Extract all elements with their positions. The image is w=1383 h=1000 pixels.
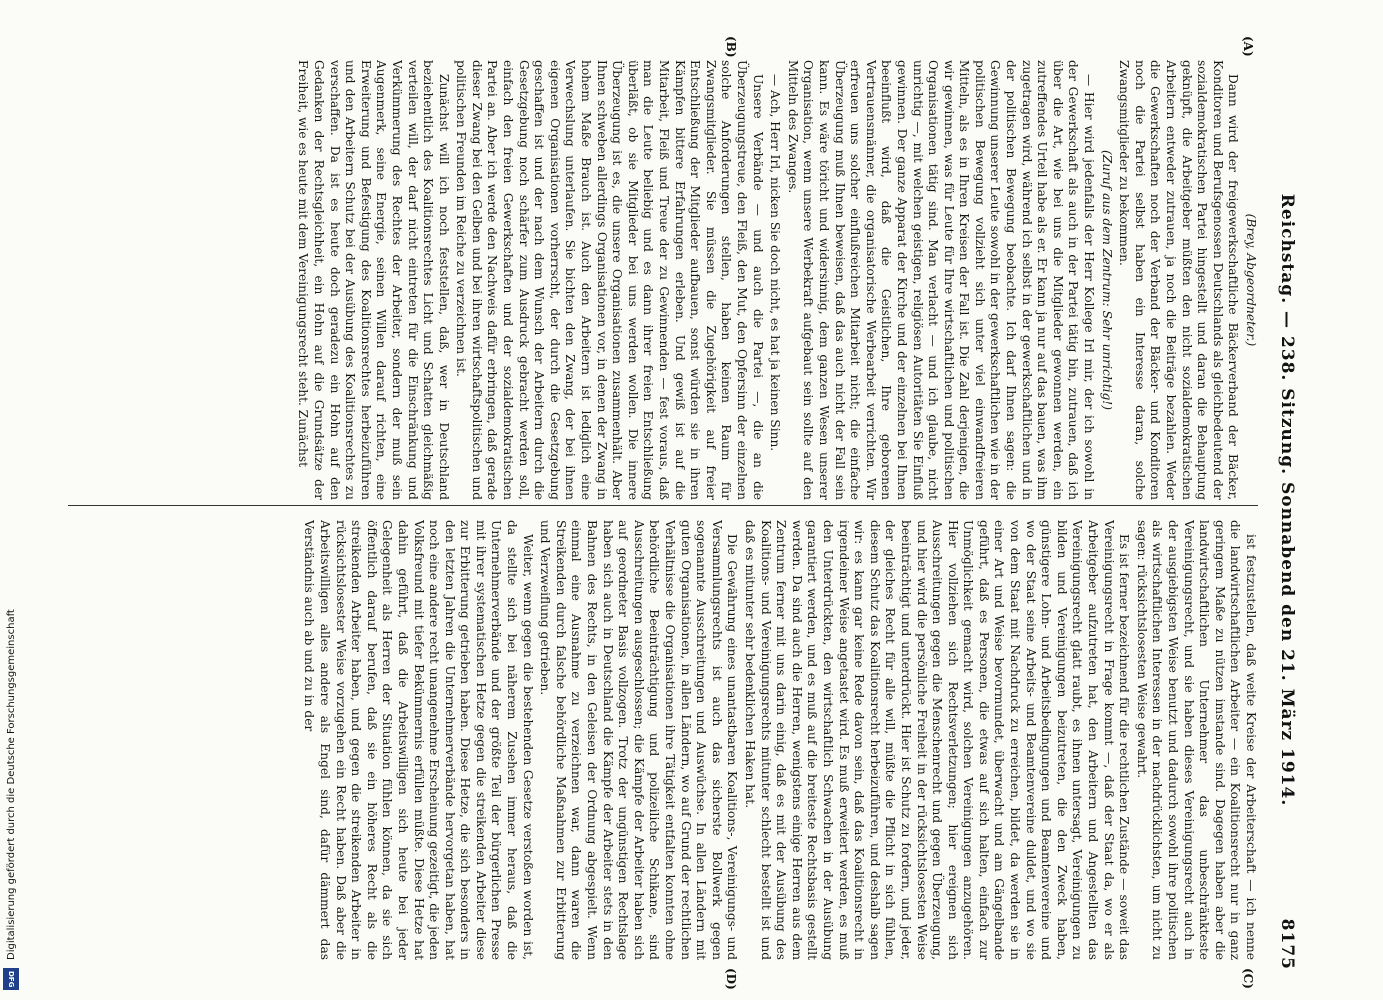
paragraph: Dann wird der freigewerkschaftliche Bäckerverband der Bäcker, Konditoren und Berufsgenossen Deutschlands als gleichbedeutend der sozialdemokratischen Partei hingestellt und daran die Behauptung geknüpft, die Arbeitgeber müßten den nicht sozialdemokratischen Arbeitern entweder zutrauen, ja noch die Beiträge bezahlen. Weder die Gewerkschaften noch der Verband der Bäcker- und Konditoren noch die Partei selbst haben ein Interesse daran, solche Zwangsmitglieder zu bekommen.	[1117, 60, 1241, 500]
interjection: (Zuruf aus dem Zentrum: Sehr unrichtig!)	[1099, 150, 1114, 410]
column-divider	[68, 505, 1258, 506]
paragraph: Es ist ferner bezeichnend für die rechtlichen Zustände — soweit das Vereinigungsrecht in Frage kommt —, daß der Staat da, wo er als Arbeitgeber aufzutreten hat, den Arbeitern und Angestellten das Vereinigungsrecht glatt raubt, es ihnen untersagt, Vereinigungen zu bilden und Vereinigungen beizutreten, die den Zweck haben, günstigere Lohn- und Arbeitsbedingungen und Beamtenvereine und wo der Staat seine Arbeits- und Beamtenvereine duldet, und wo sie von dem Staat mit Nachdruck zu erreichen, bildet, da werden sie in einer Art und Weise bevormundet, überwacht und am Gängelbande geführt, daß es Personen, die etwas auf sich halten, einfach zur Unmöglichkeit gemacht wird, solchen Vereinigungen anzugehören. Hier vollziehen sich Rechtsverletzungen; hier ereignen sich Ausschreitungen gegen die Menschenrecht und gegen Überzeugung, und hier wird die persönliche Freiheit in der rücksichtslosesten Weise beeinträchtigt und unterdrückt. Hier ist Schutz zu fordern, und jeder, der gleiches Recht für alle will, müßte die Pflicht in sich fühlen, diesem Schutz das Koalitionsrecht herbeizuführen, und deshalb sagen wir: es kann gar keine Rede davon sein, daß das Koalitionsrecht in irgendeiner Weise angetastet wird. Es muß erweitert werden, es muß den Unterdrückten, den wirtschaftlich Schwachen in der Ausübung garantiert werden, und es muß auf die breiteste Rechtsbasis gestellt werden. Da sind auch die Herren, wenigstens einige Herren aus dem Zentrum ferner mit uns darin einig, daß es mit der Ausübung des Koalitions- und Vereinigungsrechts mitunter schlecht bestellt ist und daß es mitunter sehr bedenklichen Haken hat.	[743, 520, 1132, 960]
margin-marker-a: (A)	[1241, 36, 1255, 57]
paragraph: Weiter, wenn gegen die bestehenden Gesetze verstoßen worden ist, da stellte sich bei näherem Zusehen immer heraus, daß die Unternehmerverbände und der größte Teil der bürgerlichen Presse mit ihrer systematischen Hetze gegen die streikenden Arbeiter diese zur Erbitterung getrieben haben. Diese Hetze, die sich besonders in den letzten Jahren die Unternehmerverbände hervorgetan haben, hat noch eine andere recht unangenehme Erscheinung gezeitigt, die jeden Volksfreund mit tiefer Bekümmernis erfüllen müßte. Diese Hetze hat dahin geführt, daß die Arbeitswilligen sich heute bei jeder Gelegenheit als Herren der Situation fühlen können, da sie sich öffentlich darauf berufen, daß sie ein höheres Recht als die streikenden Arbeiter haben, und gegen die streikenden Arbeiter in rücksichtslosester Weise vorzugehen ein Recht haben. Daß aber die Arbeitswilligen alles andere als Engel sind, dafür dämmert das Verständnis auch ab und zu in der	[302, 520, 535, 960]
page-header-title: Reichstag. — 238. Sitzung. Sonnabend den 21. März 1914.	[1277, 193, 1297, 807]
margin-marker-b: (B)	[724, 36, 738, 58]
digitization-credit	[0, 0, 22, 1000]
paragraph: — Hier wird jedenfalls der Herr Kollege Irl mir, der ich sowohl in der Gewerkschaft als auch in der Partei tätig bin, zutrauen, daß ich über die Art, wie bei uns die Mitglieder gewonnen werden, ein zutreffendes Urteil habe als er. Er kann ja nur auf das bauen, was ihm zugetragen wird, während ich selbst in der gewerkschaftlichen und in der politischen Bewegung beobachte. Ich darf Ihnen sagen: die Gewinnung unserer Leute sowohl in der gewerkschaftlichen wie in der politischen Bewegung vollzieht sich unter viel einwandfreieren Mitteln, als es in Ihren Kreisen der Fall ist. Die Zahl derjenigen, die wir gewinnen, was für Leute für Ihre wirtschaftlichen und politischen Organisationen tätig sind. Man verlacht — und ich glaube, nicht unrichtig —, mit welchen geistigen, religiösen Autoritäten Sie Einfluß gewinnen. Der ganze Apparat der Kirche und der einzelnen bei Ihnen beeinflußt wird, daß die Geistlichen, Ihre geborenen Vertrauensmänner, die organisatorische Werbearbeit verrichten. Wir erfreuen uns solcher einflußreichen Mitarbeit nicht; die einfache Überzeugung muß Ihnen beweisen, daß das auch nicht der Fall sein kann. Es wäre töricht und widersinnig, dem ganzen Wesen unserer Organisation, wenn unsere Werbekraft aufgebaut sein sollte auf den Mitteln des Zwanges.	[785, 60, 1097, 500]
page-number: 8175	[1277, 918, 1297, 970]
paragraph: Die Gewährung eines unantastbaren Koalitions-, Vereinigungs- und Versammlungsrechts ist auch das sicherste Bollwerk gegen sogenannte Ausschreitungen und Auswüchse. In allen Ländern mit guten Organisationen, in allen Ländern, wo auf Grund der rechtlichen Verhältnisse die Organisationen ihre Tätigkeit entfalten konnten ohne behördliche Beeinträchtigung und polizeiliche Schikane, sind Ausschreitungen ausgeschlossen; die Kämpfe der Arbeiter haben sich auf geordneter Basis vollzogen. Trotz der ungünstigen Rechtslage haben sich auch in Deutschland die Kämpfe der Arbeiter stets in den Bahnen des Rechts, in den Geleisen der Ordnung abgespielt. Wenn einmal eine Ausnahme zu verzeichnen war, dann waren die Streikenden durch falsche behördliche Maßnahmen zur Erbitterung und Verzweiflung getrieben.	[538, 520, 740, 960]
paragraph: ist festzustellen, daß weite Kreise der Arbeiterschaft — ich nenne die landwirtschaftlichen Arbeiter — ein Koalitionsrecht nur in ganz geringem Maße zu nützen imstande sind. Dagegen haben aber die landwirtschaftlichen Unternehmer das unbeschränkteste Vereinigungsrecht, und sie haben dieses Vereinigungsrecht auch in der ausgiebigsten Weise benutzt und dadurch sowohl ihre politischen als wirtschaftlichen Interessen in der nachdrücklichsten, um nicht zu sagen: rücksichtslosesten Weise gewahrt.	[1134, 520, 1258, 960]
paragraph: Zunächst will ich noch feststellen, daß, wer in Deutschland beziehentlich des Koalitionsrechtes Licht und Schatten gleichmäßig verteilen will, der darf nicht eintreten für die Einschränkung und Verkümmerung des Rechtes der Arbeiter, sondern der muß sein Augenmerk, seine Energie, seinen Willen darauf richten, eine Erweiterung und Befestigung des Koalitionsrechtes herbeizuführen und den Arbeitern Schutz bei der Ausübung des Koalitionsrechtes zu verschaffen. Da ist es heute doch geradezu ein Hohn auf den Gedanken der Rechtsgleichheit, ein Hohn auf die Grundsätze der Freiheit, wie es heute mit dem Vereinigungsrecht steht. Zunächst	[296, 60, 451, 500]
speaker-line: (Brey, Abgeordneter.)	[1244, 213, 1258, 347]
credit-text: Digitalisierung gefördert durch die Deutsche Forschungsgemeinschaft	[6, 609, 17, 960]
right-column	[68, 520, 1258, 960]
left-column	[68, 60, 1258, 500]
paragraph: Unsere Verbände — und auch die Partei —, die an die Überzeugungstreue, den Fleiß, den Mut, den Opfersinn der einzelnen solche Anforderungen stellen, haben keinen Raum für Zwangsmitglieder. Sie müssen die Zugehörigkeit auf freier Entschließung der Mitglieder aufbauen, sonst würden sie in ihren Kämpfen bittere Erfahrungen erleben. Und gewiß ist auf die Mitarbeit, Fleiß und Treue der zu Gewinnenden — fest voraus, daß man die Leute beliebig und es dann ihrer freien Entschließung überläßt, ob sie Mitglieder bei uns werden wollen. Die innere Überzeugung ist es, die unsere Organisationen zusammenhält. Aber Ihnen schweben allerdings Organisationen vor, in denen der Zwang in hohem Maße Brauch ist. Auch den Arbeitern ist lediglich eine Verwechslung unterlaufen. Sie bichten den Zwang, der bei ihnen eigenen Organisationen vorherrscht, der durch die Gesetzgebung geschaffen ist und der nach dem Wunsch der Arbeitern durch die Gesetzgebung noch schärfer zum Ausdruck gebracht werden soll, einfach den freien Gewerkschaften und der sozialdemokratischen Partei an. Aber ich werde den Nachweis dafür erbringen, daß gerade dieser Zwang bei den Gelben und bei ihren wirtschaftspolitischen und politischen Freunden im Reiche zu verzeichnen ist.	[454, 60, 765, 500]
paragraph: — Ach, Herr Irl, nicken Sie doch nicht, es hat ja keinen Sinn.	[768, 74, 783, 452]
dfg-logo-icon: DFG	[3, 968, 19, 990]
margin-marker-d: (D)	[724, 968, 738, 990]
page-header	[1265, 30, 1303, 970]
margin-marker-c: (C)	[1241, 968, 1255, 989]
